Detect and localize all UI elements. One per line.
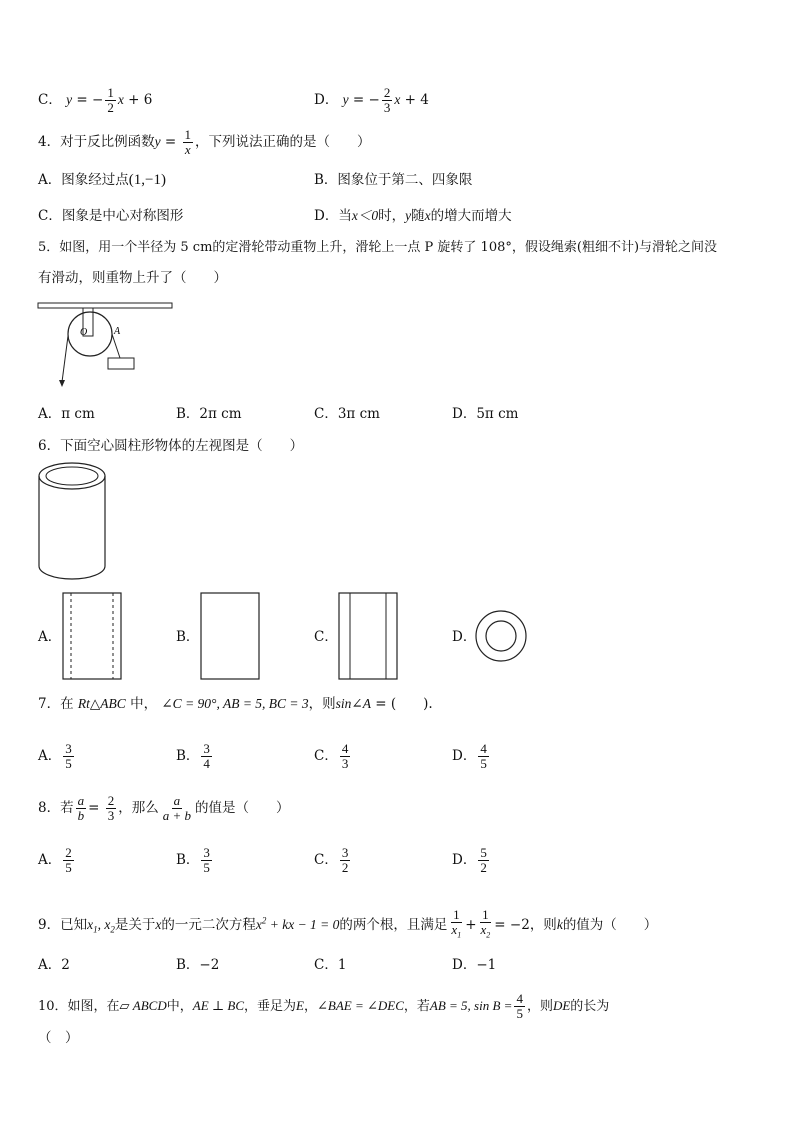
q4-option-c: C．图象是中心对称图形 — [38, 208, 184, 224]
hollow-cylinder-figure — [38, 462, 108, 582]
q9-option-c: C．1 — [314, 957, 347, 973]
pulley-wheel — [68, 312, 112, 356]
q8-option-b: B． $\frac{3}{5}$ — [176, 845, 210, 875]
q4-option-d: D．当x＜0时，y随x的增大而增大 — [314, 208, 512, 224]
rope-left — [62, 336, 68, 382]
q5-option-b: B．2π cm — [176, 406, 242, 422]
q4-stem: 4．对于反比例函数y = $\frac{1}{x}$ ，下列说法正确的是（ ） — [38, 127, 371, 157]
q6-option-a-figure — [60, 591, 124, 681]
q6-option-d-label: D． — [452, 629, 477, 645]
q5-option-d: D．5π cm — [452, 406, 519, 422]
q6-option-b-figure — [198, 591, 262, 681]
q4-option-a: A．图象经过点(1,−1) — [38, 172, 166, 188]
ceiling-bar — [38, 303, 172, 308]
label-o: O — [80, 327, 88, 338]
q6-option-c-label: C． — [314, 629, 338, 645]
q9-option-d: D．−1 — [452, 957, 497, 973]
q7-option-c: C． $\frac{4}{3}$ — [314, 741, 349, 771]
q6-option-c-figure — [336, 591, 400, 681]
q4-option-b: B．图象位于第二、四象限 — [314, 172, 473, 188]
q6-option-a-label: A． — [38, 629, 62, 645]
q7-option-d: D． $\frac{4}{5}$ — [452, 741, 487, 771]
rope-arrow — [59, 380, 65, 387]
q8-option-a: A． $\frac{2}{5}$ — [38, 845, 72, 875]
q8-option-c: C． $\frac{3}{2}$ — [314, 845, 349, 875]
q5-stem-line1: 5．如图，用一个半径为 5 cm的定滑轮带动重物上升，滑轮上一点 P 旋转了 108°，假设绳索(粗细不计)与滑轮之间没 — [38, 240, 718, 255]
q6-option-d-figure — [474, 609, 530, 665]
q6-option-b-label: B． — [176, 629, 200, 645]
rope-right — [112, 334, 120, 358]
q9-stem: 9．已知$x_1$, $x_2$是关于x的一元二次方程$x^2$ + kx − 1 = 0的两个根，且满足 $\frac{1}{x_1}$ + $\frac{1}{x_2}$ = −2，则k的值为（ ） — [38, 907, 658, 940]
q7-option-b: B． $\frac{3}{4}$ — [176, 741, 210, 771]
q5-stem-line2: 有滑动，则重物上升了（ ） — [38, 270, 227, 286]
weight-block — [108, 358, 134, 369]
q10-stem: 10．如图，在▱ ABCD中，AE ⊥ BC，垂足为E，∠BAE = ∠DEC，若AB = 5, sin B = $\frac{4}{5}$ ，则DE的长为 — [38, 991, 610, 1021]
q9-option-a: A．2 — [38, 957, 70, 973]
q8-option-d: D． $\frac{5}{2}$ — [452, 845, 487, 875]
q5-option-a: A．π cm — [38, 406, 95, 422]
q3-option-d: D． y = − $\frac{2}{3}$ x + 4 — [314, 85, 429, 115]
q8-stem: 8．若 $\frac{a}{b}$ = $\frac{2}{3}$ ，那么 $\frac{a}{a + b}$ 的值是（ ） — [38, 793, 290, 823]
q3-option-c: C． y = − $\frac{1}{2}$ x + 6 — [38, 85, 153, 115]
q7-option-a: A． $\frac{3}{5}$ — [38, 741, 72, 771]
q10-stem-line2: （ ） — [38, 1030, 79, 1046]
q5-option-c: C．3π cm — [314, 406, 380, 422]
label-a: A — [114, 326, 121, 337]
q9-option-b: B．−2 — [176, 957, 220, 973]
q6-stem: 6．下面空心圆柱形物体的左视图是（ ） — [38, 438, 304, 454]
q7-stem: 7．在 Rt△ABC 中， ∠C = 90°, AB = 5, BC = 3，则sin∠A = ( ). — [38, 696, 433, 712]
pulley-figure — [38, 300, 178, 390]
